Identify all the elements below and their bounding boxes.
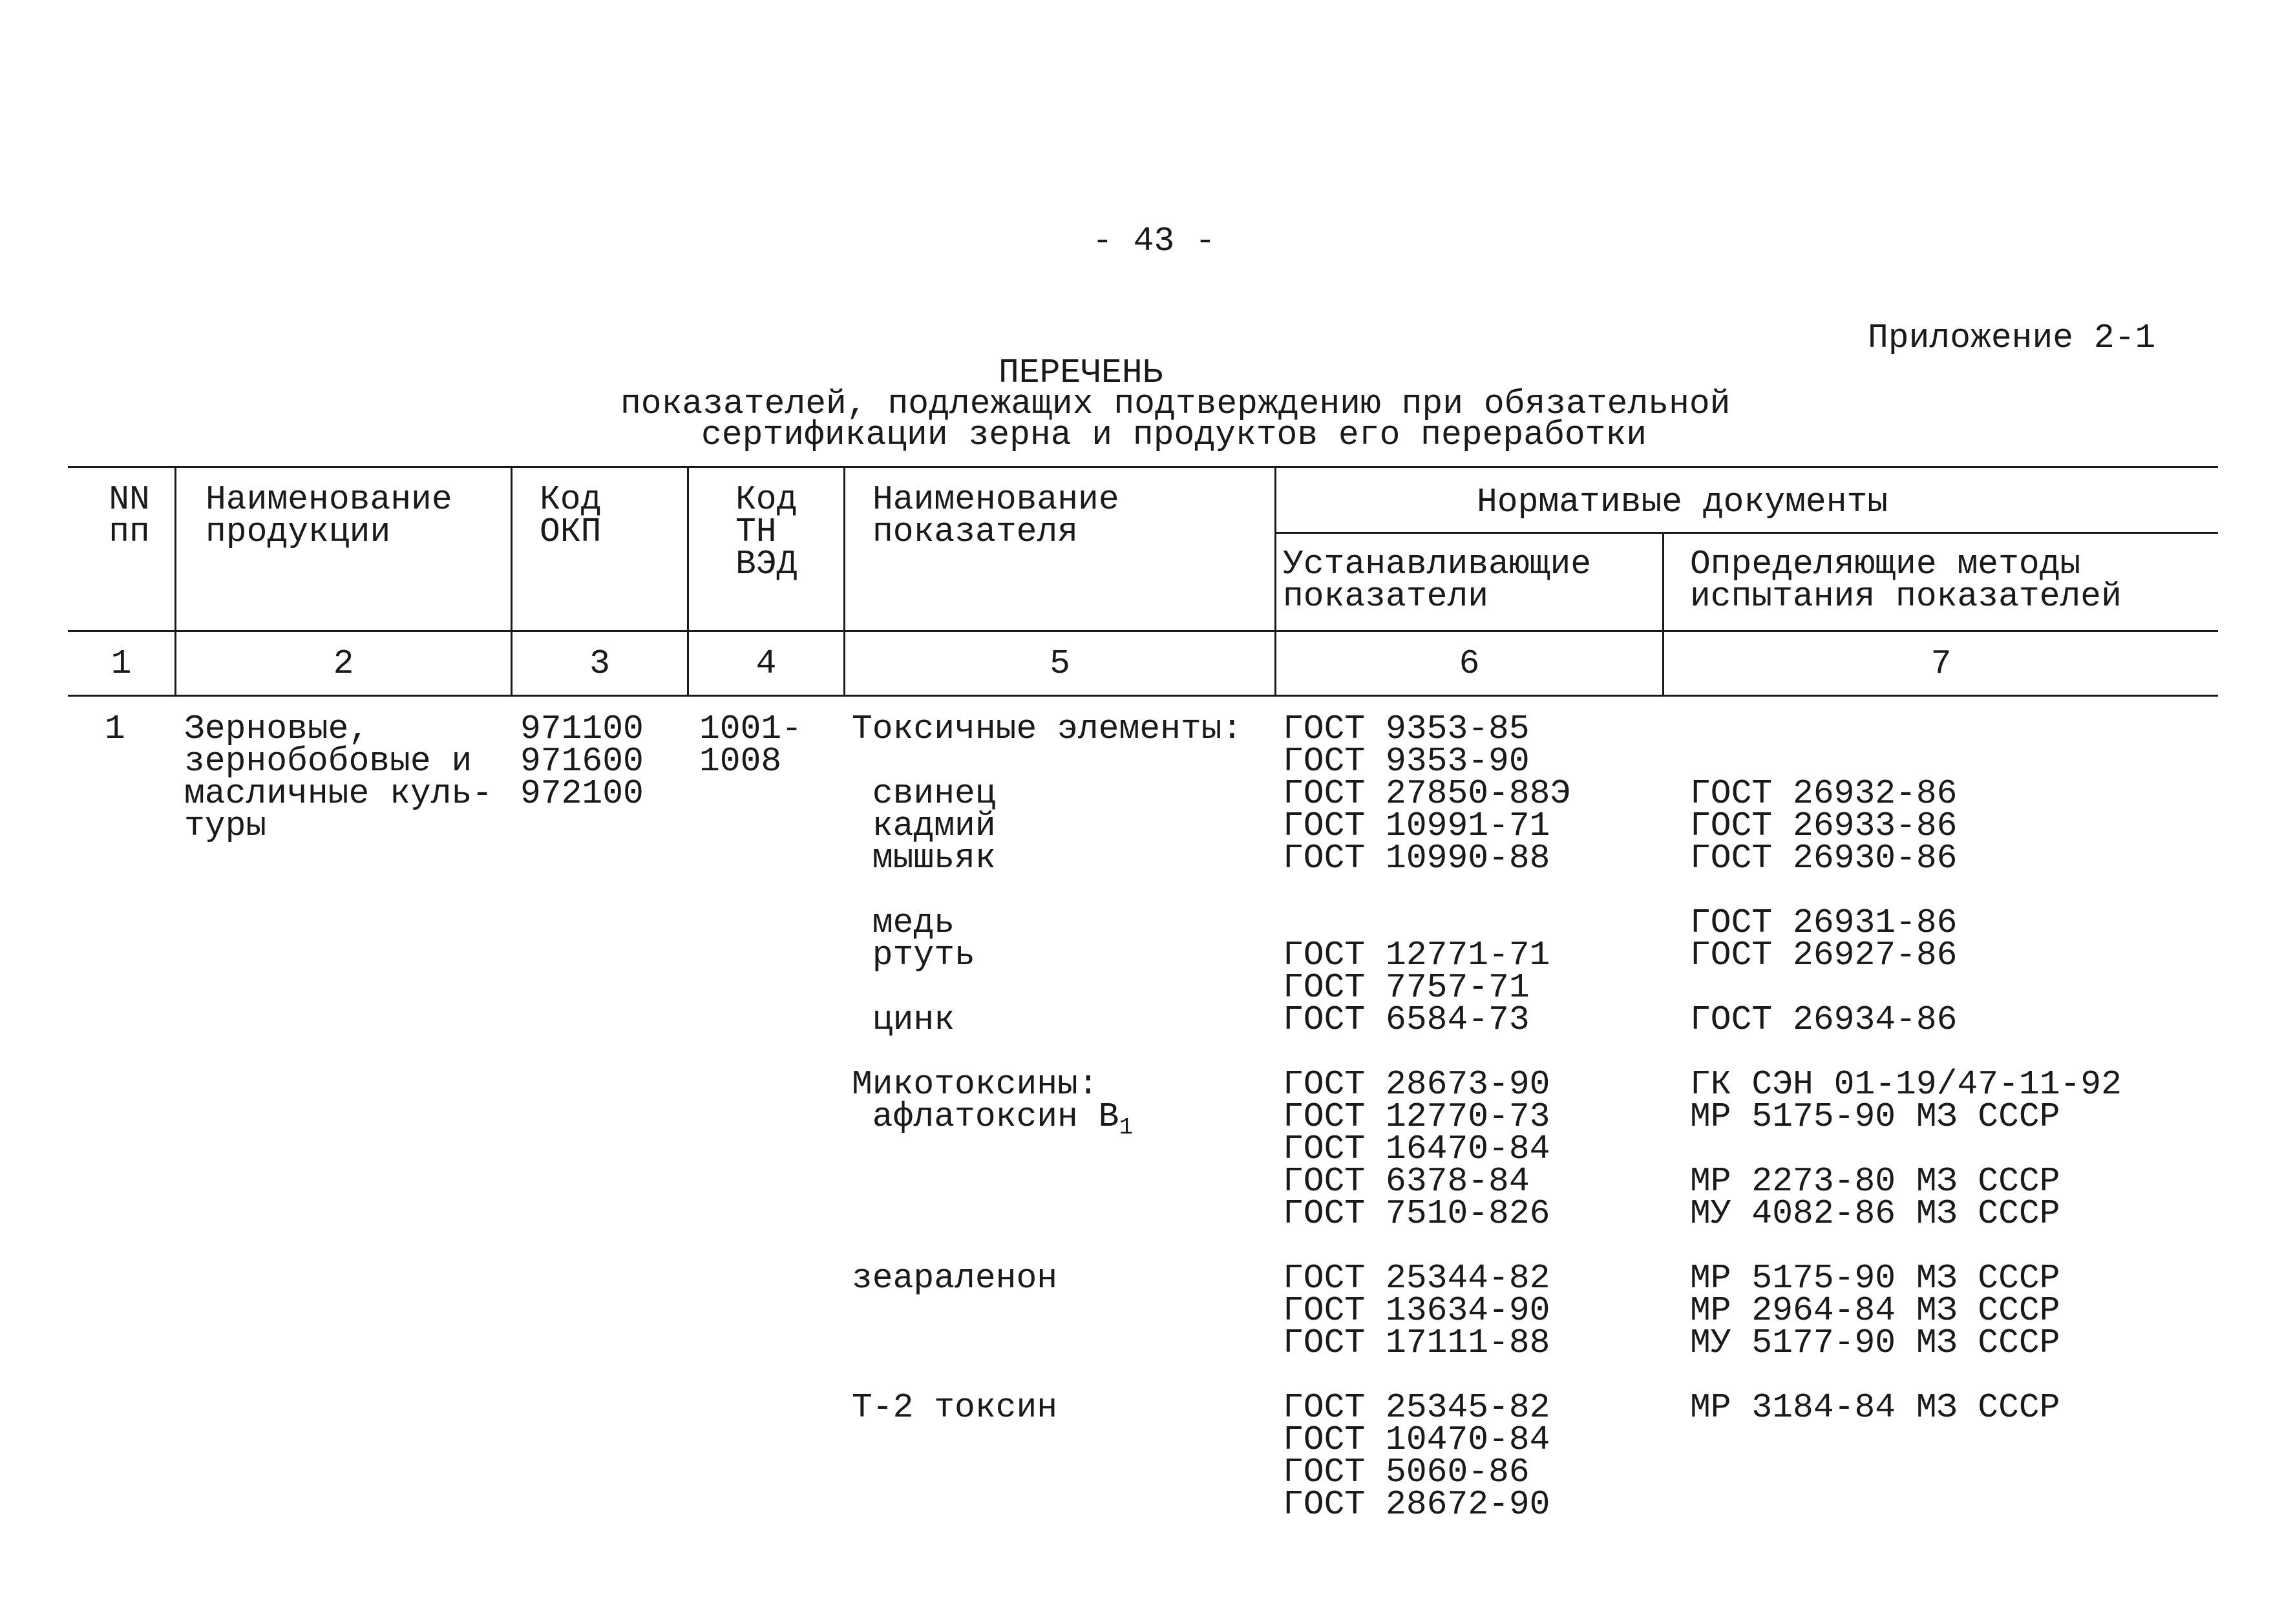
col-number-4: 4 xyxy=(755,644,777,683)
title-line-1: ПЕРЕЧЕНЬ xyxy=(998,353,1163,392)
header-tnved: Код ТН ВЭД xyxy=(735,480,798,584)
row-okp-codes: 971100 971600 972100 xyxy=(520,710,644,813)
col-number-2: 2 xyxy=(333,644,354,683)
col-number-5: 5 xyxy=(1050,644,1070,683)
appendix-label: Приложение 2-1 xyxy=(1868,319,2156,357)
col-number-6: 6 xyxy=(1459,644,1480,683)
header-okp: Код ОКП xyxy=(540,480,602,551)
row-nn: 1 xyxy=(105,710,125,748)
row-indicators xyxy=(852,710,1243,1427)
title-line-3: сертификации зерна и продуктов его переработки xyxy=(701,416,1647,454)
header-normative-docs: Нормативые документы xyxy=(1477,483,1888,522)
row-tnved-codes: 1001- 1008 xyxy=(699,710,803,781)
row-establishing-docs: ГОСТ 9353-85 ГОСТ 9353-90 ГОСТ 27850-88Э ГОСТ 10991-71 ГОСТ 10990-88 ГОСТ 12771-71 ГОСТ 7757-71 ГОСТ 6584-73 ГОСТ 28673-90 ГОСТ 12770-73 ГОСТ 16470-84 ГОСТ 6378-84 ГОСТ 7510-826 ГОСТ 25344-82 ГОСТ 13634-90 ГОСТ 17111-88 ГОСТ 25345-82 ГОСТ 10470-84 ГОСТ 5060-86 ГОСТ 28672-90 xyxy=(1283,710,1571,1524)
indicators-subscript: 1 xyxy=(1119,1114,1134,1141)
row-method-docs: ГОСТ 26932-86 ГОСТ 26933-86 ГОСТ 26930-86 ГОСТ 26931-86 ГОСТ 26927-86 ГОСТ 26934-86 ГК СЭН 01-19/47-11-92 МР 5175-90 МЗ СССР МР 2273-80 МЗ СССР МУ 4082-86 МЗ СССР МР 5175-90 МЗ СССР МР 2964-84 МЗ СССР МУ 5177-90 МЗ СССР МР 3184-84 МЗ СССР xyxy=(1690,774,2122,1427)
row-product-name: Зерновые, зернобобовые и масличные куль- туры xyxy=(184,710,493,845)
page-number: - 43 - xyxy=(1092,222,1216,260)
rule-numbers-bottom xyxy=(68,695,2218,697)
header-product-name: Наименование продукции xyxy=(206,480,452,551)
rule-group xyxy=(1274,532,2218,534)
header-indicator-name: Наименование показателя xyxy=(872,480,1119,551)
header-nn: NN пп xyxy=(109,480,150,551)
indicators-tail: зеараленон Т-2 токсин xyxy=(852,1259,1058,1427)
col-number-1: 1 xyxy=(111,644,132,683)
header-method-docs: Определяющие методы испытания показателей xyxy=(1690,545,2122,616)
col-number-7: 7 xyxy=(1930,644,1952,683)
rule-header-bottom xyxy=(68,630,2218,632)
rule-top xyxy=(68,466,2218,468)
title-line-2: показателей, подлежащих подтверждению при обязательной xyxy=(620,385,1731,423)
header-establishing-docs: Устанавливающие показатели xyxy=(1283,545,1592,616)
indicators-text: Токсичные элементы: свинец кадмий мышьяк медь ртуть цинк Микотоксины: афлатоксин B xyxy=(852,710,1243,1136)
col-number-3: 3 xyxy=(589,644,610,683)
